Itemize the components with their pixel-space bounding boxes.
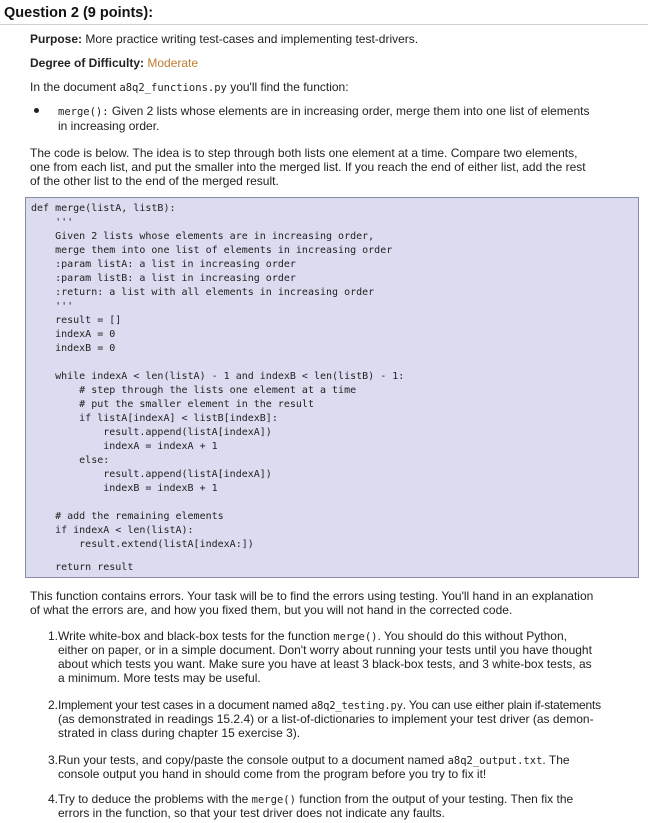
task-1-line-3: about which tests you want. Make sure you have at least 3 black-box tests, and 3 white-box tests, as	[58, 657, 592, 671]
title-divider	[0, 24, 648, 25]
task-1-line-4: a minimum. More tests may be useful.	[58, 671, 261, 685]
task-3-line-1	[58, 753, 644, 768]
task-number: 2.	[48, 698, 59, 712]
task-code: merge()	[333, 631, 378, 643]
question-title: Question 2 (9 points):	[4, 5, 154, 21]
bullet-dot	[34, 108, 39, 113]
code-line: while indexA < len(listA) - 1 and indexB < len(listB) - 1:	[31, 371, 405, 382]
bullet-line-2: in increasing order.	[58, 119, 160, 133]
code-line: if indexA < len(listA):	[31, 525, 194, 536]
task-number: 1.	[48, 629, 59, 643]
intro-filename: a8q2_functions.py	[119, 82, 227, 94]
task-text: Try to deduce the problems with the	[58, 792, 252, 806]
task-text: function from the output of your testing. Then fix the	[295, 792, 574, 806]
code-line: indexB = 0	[31, 343, 116, 354]
description-line-2: one from each list, and put the smaller into the merged list. If you reach the end of either list, add the rest	[30, 160, 586, 174]
description-line-1: The code is below. The idea is to step through both lists one element at a time. Compare two elements,	[30, 146, 578, 160]
task-text: . You should do this without Python,	[377, 629, 567, 643]
code-line: indexB = indexB + 1	[31, 483, 218, 494]
task-code: merge()	[251, 794, 296, 806]
task-number: 4.	[48, 792, 59, 806]
code-line: if listA[indexA] < listB[indexB]:	[31, 413, 278, 424]
code-line: result.append(listA[indexA])	[31, 427, 272, 438]
code-block	[25, 197, 639, 578]
task-3-line-2: console output you hand in should come from the program before you try to fix it!	[58, 767, 487, 781]
task-2-line-1	[58, 698, 644, 713]
task-number: 3.	[48, 753, 59, 767]
task-text: Write white-box and black-box tests for the function	[58, 629, 334, 643]
code-line: :param listA: a list in increasing order	[31, 259, 296, 270]
purpose-label: Purpose:	[30, 32, 83, 46]
code-line: # add the remaining elements	[31, 511, 224, 522]
purpose-text: More practice writing test-cases and implementing test-drivers.	[82, 32, 419, 46]
difficulty-label: Degree of Difficulty:	[30, 56, 145, 70]
code-line: # put the smaller element in the result	[31, 399, 314, 410]
code-line: # step through the lists one element at a time	[31, 385, 357, 396]
task-code: a8q2_testing.py	[310, 700, 403, 712]
code-line: indexA = indexA + 1	[31, 441, 218, 452]
task-4-line-2: errors in the function, so that your test driver does not indicate any faults.	[58, 806, 445, 820]
code-line: def merge(listA, listB):	[31, 203, 176, 214]
code-line: indexA = 0	[31, 329, 116, 340]
code-line: else:	[31, 455, 110, 466]
task-text: . You can use either plain if-statements	[402, 698, 601, 712]
purpose-line	[30, 32, 638, 46]
intro-line	[30, 80, 638, 95]
task-text: Run your tests, and copy/paste the console output to a document named	[58, 753, 448, 767]
code-line: '''	[31, 301, 74, 312]
code-line: :return: a list with all elements in increasing order	[31, 287, 375, 298]
description-line-3: of the other list to the end of the merged result.	[30, 174, 279, 188]
bullet-line-1	[58, 104, 644, 119]
task-1-line-1	[58, 629, 644, 644]
code-line: merge them into one list of elements in increasing order	[31, 245, 393, 256]
code-line: '''	[31, 217, 74, 228]
code-line: :param listB: a list in increasing order	[31, 273, 296, 284]
code-line: result = []	[31, 315, 122, 326]
code-line: return result	[31, 562, 134, 573]
difficulty-line	[30, 56, 638, 70]
intro-before: In the document	[30, 80, 120, 94]
task-1-line-2: either on paper, or in a simple document. Don't worry about running your tests until you have thought	[58, 643, 592, 657]
task-2-line-2: (as demonstrated in readings 15.2.4) or a list-of-dictionaries to implement your test driver (as demon-	[58, 712, 594, 726]
task-4-line-1	[58, 792, 644, 807]
after-code-line-2: of what the errors are, and how you fixed them, but you will not hand in the corrected code.	[30, 603, 513, 617]
code-line: Given 2 lists whose elements are in increasing order,	[31, 231, 375, 242]
after-code-line-1: This function contains errors. Your task will be to find the errors using testing. You'll hand in an explanation	[30, 589, 594, 603]
task-text: . The	[542, 753, 570, 767]
bullet-func: merge():	[58, 106, 109, 118]
code-line: result.extend(listA[indexA:])	[31, 539, 254, 550]
code-line: result.append(listA[indexA])	[31, 469, 272, 480]
bullet-text-1: Given 2 lists whose elements are in increasing order, merge them into one list of elements	[108, 104, 590, 118]
difficulty-value: Moderate	[147, 56, 199, 70]
task-code: a8q2_output.txt	[447, 755, 543, 767]
task-text: Implement your test cases in a document named	[58, 698, 311, 712]
task-2-line-3: strated in class during chapter 15 exercise 3).	[58, 726, 301, 740]
intro-after: you'll find the function:	[226, 80, 349, 94]
